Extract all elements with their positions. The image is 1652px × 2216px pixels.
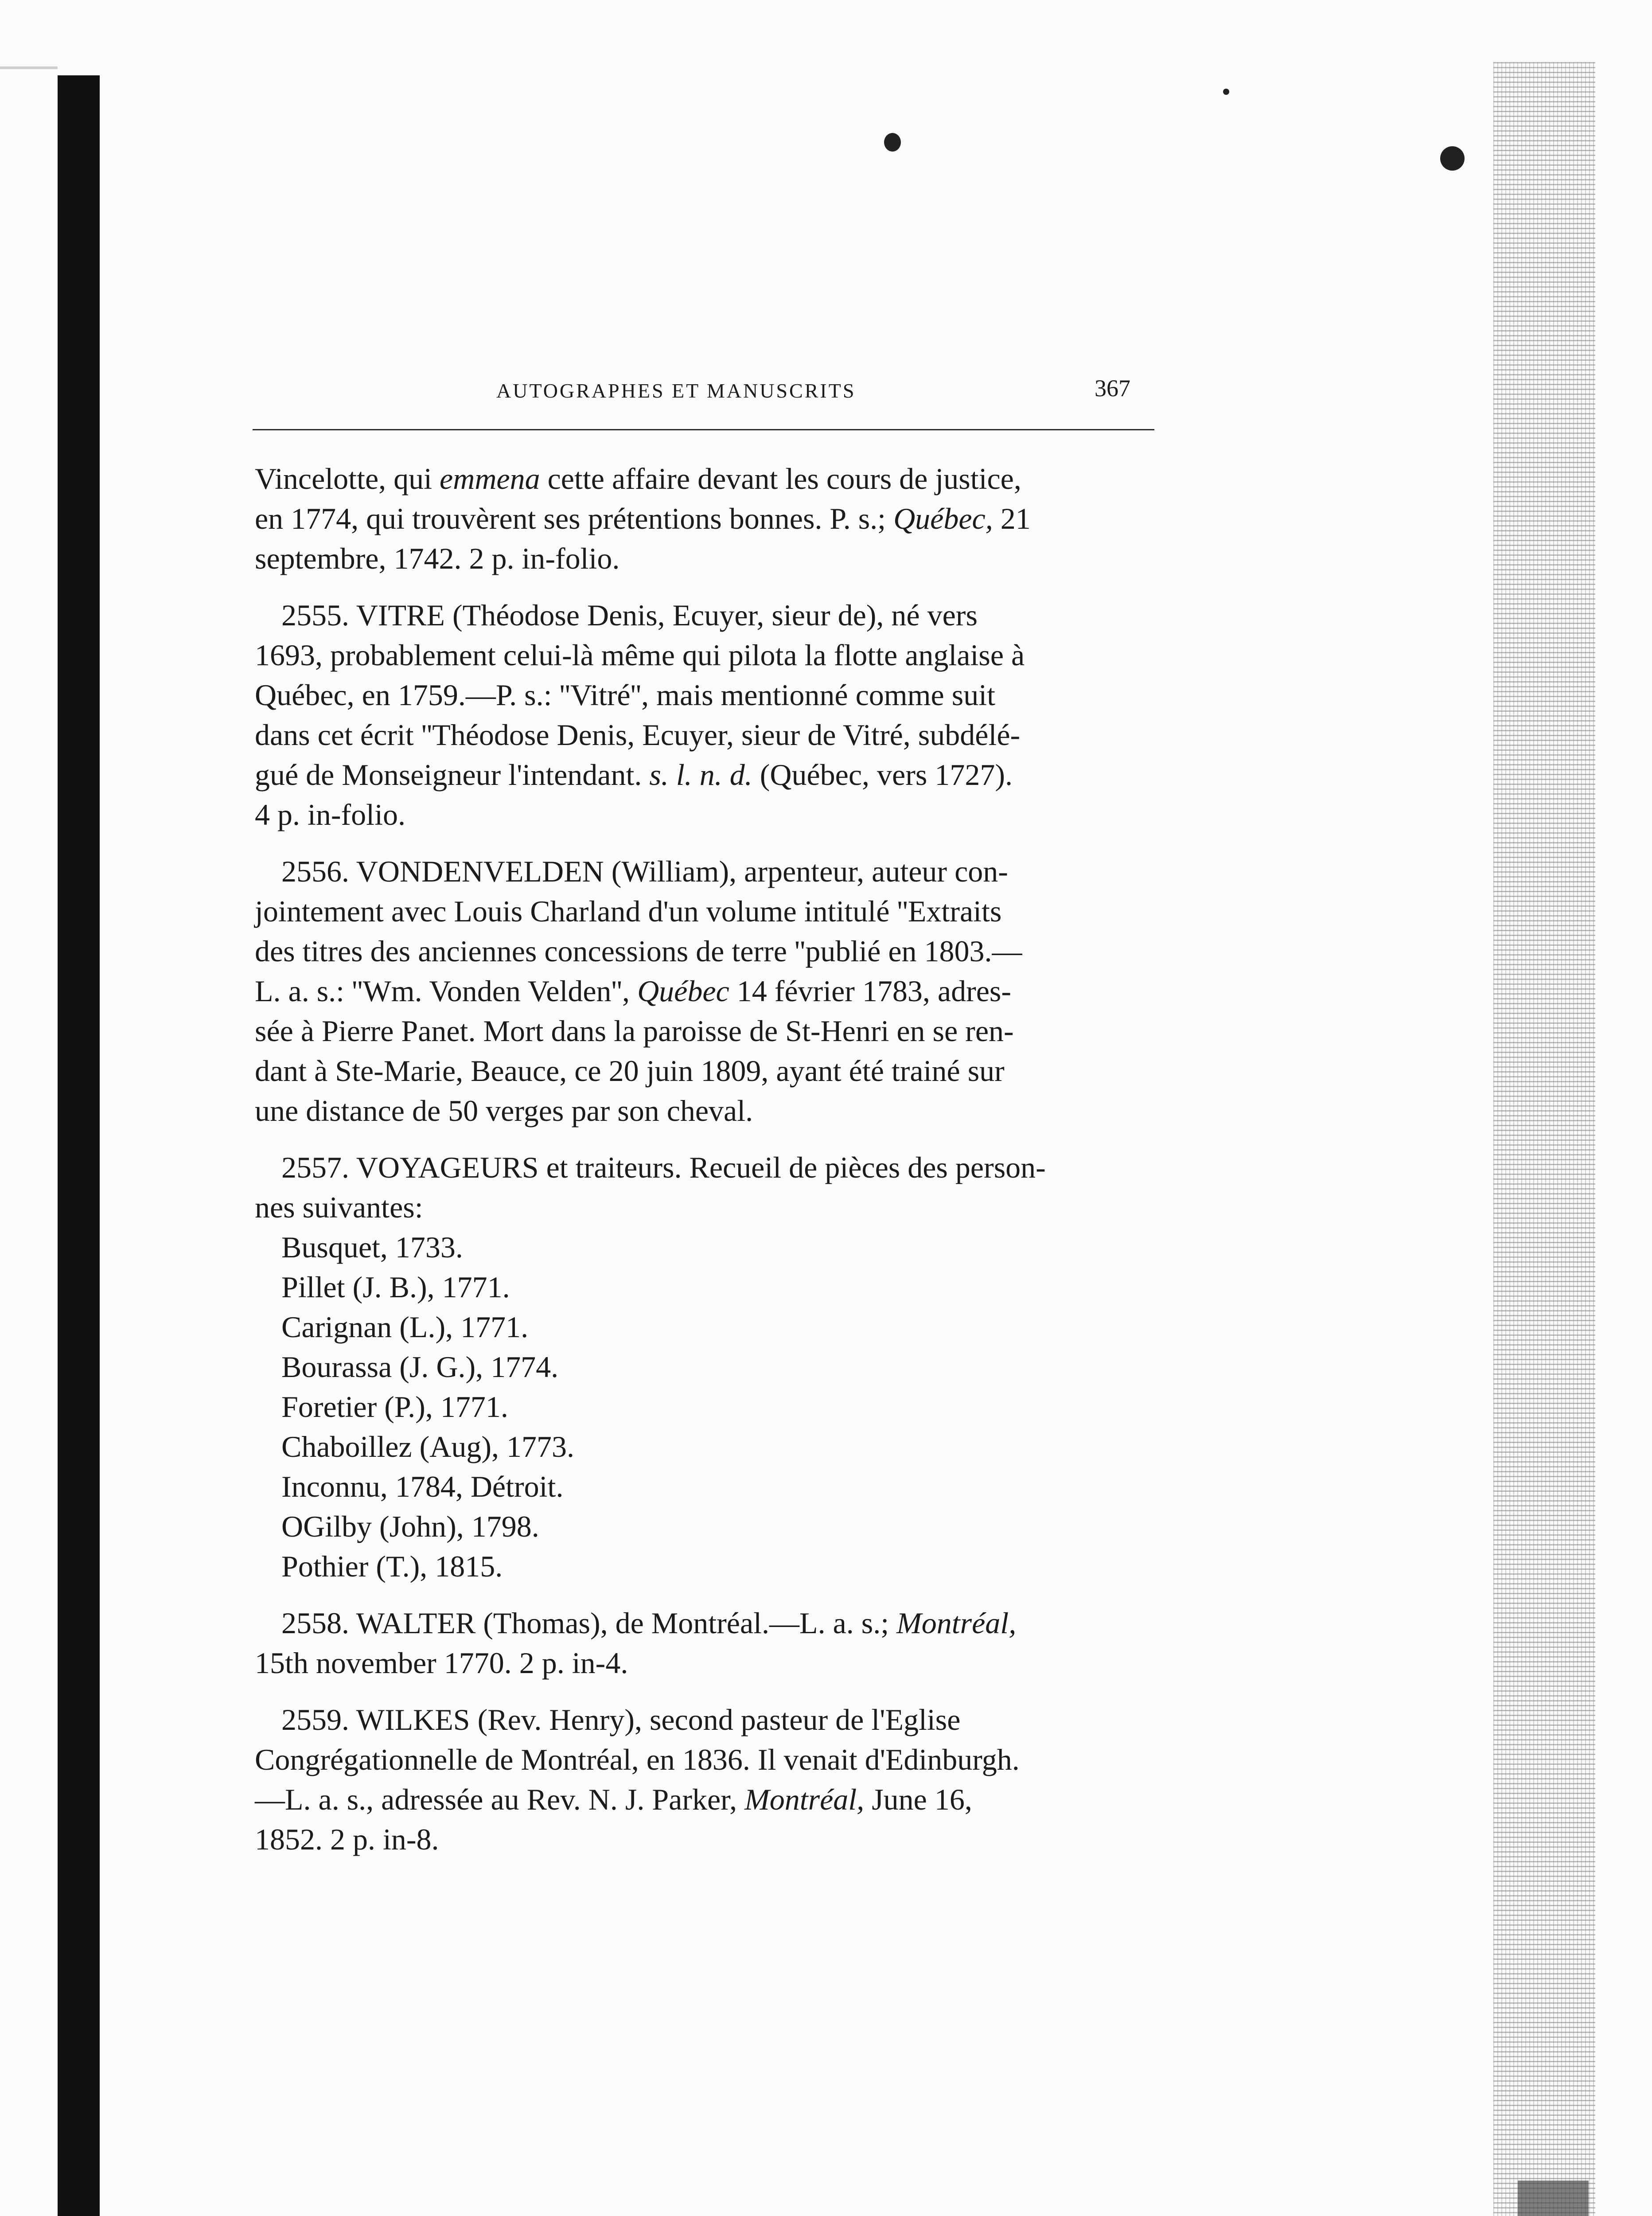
ink-speck: [1223, 89, 1229, 95]
text-line: 15th november 1770. 2 p. in-4.: [255, 1646, 628, 1680]
entry-2555: [255, 595, 1154, 835]
text-line: sée à Pierre Panet. Mort dans la paroisse de St-Henri en se ren-: [255, 1014, 1014, 1048]
text-line: une distance de 50 verges par son cheval.: [255, 1094, 753, 1128]
text-line: Québec, en 1759.—P. s.: ''Vitré'', mais mentionné comme suit: [255, 678, 995, 712]
text-line: 1852. 2 p. in-8.: [255, 1822, 439, 1856]
list-item: Foretier (P.), 1771.: [281, 1390, 508, 1424]
ink-speck: [884, 133, 901, 152]
text-line: septembre, 1742. 2 p. in-folio.: [255, 542, 620, 575]
text-line: 2558. WALTER (Thomas), de Montréal.—L. a. s.; Montréal,: [281, 1606, 1017, 1640]
page-body: [255, 459, 1154, 1859]
running-header: AUTOGRAPHES ET MANUSCRITS: [496, 379, 856, 402]
text-line: 2555. VITRE (Théodose Denis, Ecuyer, sieur de), né vers: [281, 598, 978, 632]
entry-cont: [255, 459, 1154, 578]
text-line: 4 p. in-folio.: [255, 798, 405, 831]
list-item: Busquet, 1733.: [281, 1230, 463, 1264]
text-line: Vincelotte, qui emmena cette affaire devant les cours de justice,: [255, 462, 1021, 495]
text-line: —L. a. s., adressée au Rev. N. J. Parker, Montréal, June 16,: [255, 1783, 972, 1816]
list-item: Inconnu, 1784, Détroit.: [281, 1470, 564, 1503]
page-number: 367: [1095, 375, 1130, 402]
entry-2557: [255, 1147, 1154, 1227]
entry-2559: [255, 1700, 1154, 1859]
text-line: 2557. VOYAGEURS et traiteurs. Recueil de pièces des person-: [281, 1151, 1046, 1184]
text-line: 1693, probablement celui-là même qui pilota la flotte anglaise à: [255, 638, 1025, 672]
text-line: 2559. WILKES (Rev. Henry), second pasteur de l'Eglise: [281, 1703, 961, 1736]
page-edge-noise: [1493, 62, 1595, 2216]
list-item: Bourassa (J. G.), 1774.: [281, 1350, 559, 1384]
scan-edge: [0, 66, 58, 69]
paragraph-gap: [255, 1131, 1154, 1147]
header-rule: [253, 429, 1154, 430]
paragraph-gap: [255, 835, 1154, 851]
text-line: jointement avec Louis Charland d'un volume intitulé ''Extraits: [255, 894, 1002, 928]
page-edge-smudge: [1518, 2181, 1589, 2216]
text-line: dans cet écrit ''Théodose Denis, Ecuyer, sieur de Vitré, subdélé-: [255, 718, 1021, 752]
text-line: L. a. s.: ''Wm. Vonden Velden'', Québec 14 février 1783, adres-: [255, 974, 1012, 1008]
text-line: des titres des anciennes concessions de terre ''publié en 1803.—: [255, 934, 1022, 968]
text-line: dant à Ste-Marie, Beauce, ce 20 juin 1809, ayant été trainé sur: [255, 1054, 1005, 1088]
list-item: Pillet (J. B.), 1771.: [281, 1270, 510, 1304]
list-item: OGilby (John), 1798.: [281, 1510, 539, 1543]
text-line: en 1774, qui trouvèrent ses prétentions bonnes. P. s.; Québec, 21: [255, 502, 1031, 535]
entry-2556: [255, 851, 1154, 1131]
text-line: 2556. VONDENVELDEN (William), arpenteur, auteur con-: [281, 854, 1008, 888]
paragraph-gap: [255, 1586, 1154, 1603]
paragraph-gap: [255, 578, 1154, 595]
binding-shadow: [58, 75, 100, 2216]
text-line: Congrégationnelle de Montréal, en 1836. Il venait d'Edinburgh.: [255, 1743, 1020, 1776]
list-item: Pothier (T.), 1815.: [281, 1549, 503, 1583]
entry-2558: [255, 1603, 1154, 1683]
list-item: Carignan (L.), 1771.: [281, 1310, 529, 1344]
voyageurs-list: [281, 1227, 1154, 1586]
list-item: Chaboillez (Aug), 1773.: [281, 1430, 574, 1463]
text-line: gué de Monseigneur l'intendant. s. l. n. d. (Québec, vers 1727).: [255, 758, 1013, 792]
text-line: nes suivantes:: [255, 1190, 423, 1224]
ink-speck: [1440, 146, 1465, 171]
paragraph-gap: [255, 1683, 1154, 1700]
